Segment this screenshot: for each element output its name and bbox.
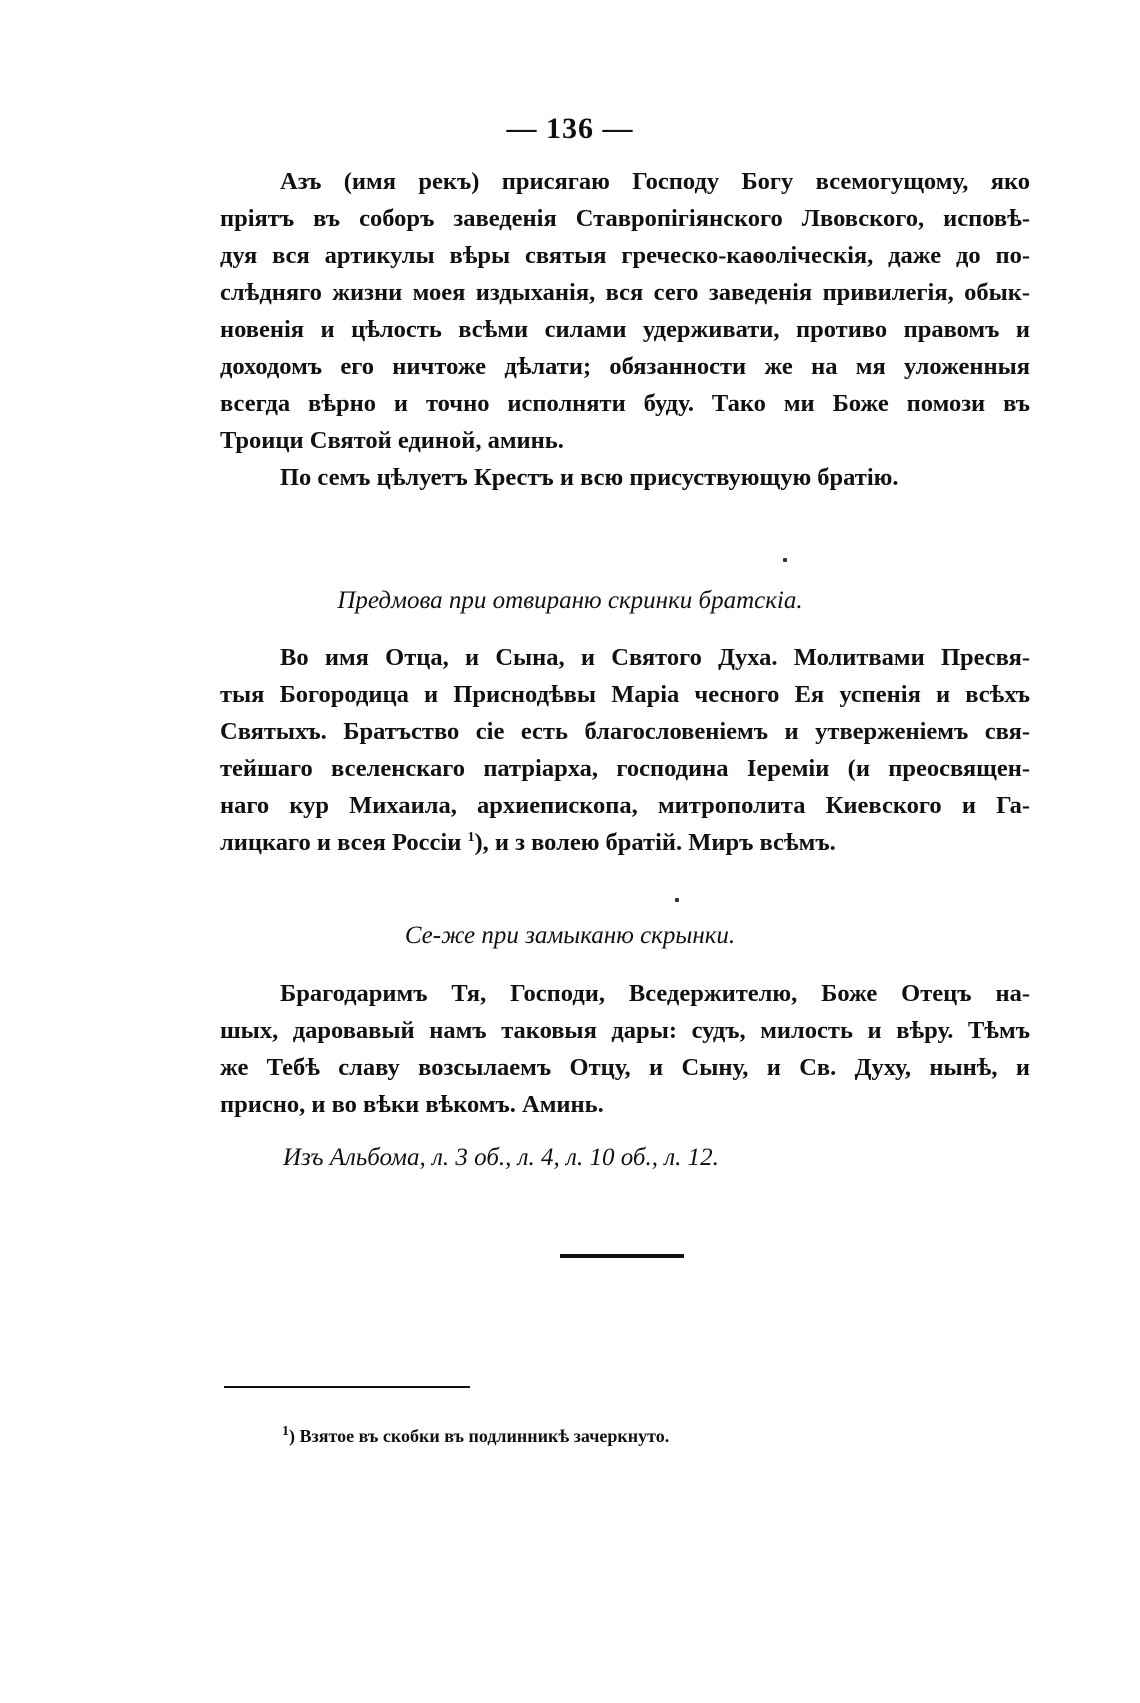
page-number: — 136 — (506, 112, 634, 145)
footnote (282, 1424, 669, 1448)
oath-line: новенія и цѣлость всѣми силами удерживати, противо правомъ и (220, 316, 1030, 343)
opening-line: Во имя Отца, и Сына, и Святого Духа. Молитвами Пресвя- (280, 644, 1030, 671)
closing-line: же Тебѣ славу возсылаемъ Отцу, и Сыну, и Св. Духу, нынѣ, и (220, 1054, 1030, 1081)
section-end-rule (560, 1254, 684, 1258)
closing-line: шых, даровавый намъ таковыя дары: судъ, милость и вѣру. Тѣмъ (220, 1017, 1030, 1044)
oath-line: Троици Святой единой, аминь. (220, 427, 564, 454)
oath-line: всегда вѣрно и точно исполняти буду. Тако ми Боже помози въ (220, 390, 1030, 417)
oath-line: доходомъ его ничтоже дѣлати; обязанности же на мя уложенныя (220, 353, 1030, 380)
opening-line: тыя Богородица и Приснодѣвы Маріа чесного Ея успенія и всѣхъ (220, 681, 1030, 708)
footnote-marker: 1 (282, 1424, 289, 1439)
opening-line: наго кур Михаила, архиепископа, митрополита Киевского и Га- (220, 792, 1030, 819)
opening-line: тейшаго вселенскаго патріарха, господина Іереміи (и преосвящен- (220, 755, 1030, 782)
section-heading-closing: Се-же при замыканю скрынки. (404, 922, 736, 949)
closing-line: Брагодаримъ Тя, Господи, Вседержителю, Боже Отецъ на- (280, 980, 1030, 1007)
footnote-text: ) Взятое въ скобки въ подлинникѣ зачеркнуто. (289, 1426, 670, 1446)
opening-last-line (220, 827, 1030, 859)
oath-line: Азъ (имя рекъ) присягаю Господу Богу всемогущому, яко (280, 168, 1030, 195)
opening-line-tail: ), и з волею братій. Миръ всѣмъ. (474, 829, 836, 856)
footnote-separator (224, 1386, 470, 1388)
section-heading-opening: Предмова при отвираню скринки братскіа. (337, 587, 803, 614)
oath-line: слѣдняго жизни моея издыханія, вся сего заведенія привилегія, обык- (220, 279, 1030, 306)
opening-line: Святыхъ. Братъство сіе есть благословеніемъ и утверженіемъ свя- (220, 718, 1030, 745)
source-citation: Изъ Альбома, л. 3 об., л. 4, л. 10 об., л. 12. (283, 1144, 719, 1171)
closing-line: присно, и во вѣки вѣкомъ. Аминь. (220, 1091, 604, 1118)
oath-line: пріятъ въ соборъ заведенія Ставропігіянского Лвовского, исповѣ- (220, 205, 1030, 232)
oath-after-line: По семъ цѣлуетъ Крестъ и всю присуствующую братію. (280, 464, 899, 491)
footnote-reference: 1 (467, 829, 475, 845)
ink-speck (783, 558, 787, 562)
oath-line: дуя вся артикулы вѣры святыя греческо-каѳоліческія, даже до по- (220, 242, 1030, 269)
ink-speck (675, 898, 679, 902)
opening-line-text: лицкаго и всея Россіи (220, 829, 462, 856)
